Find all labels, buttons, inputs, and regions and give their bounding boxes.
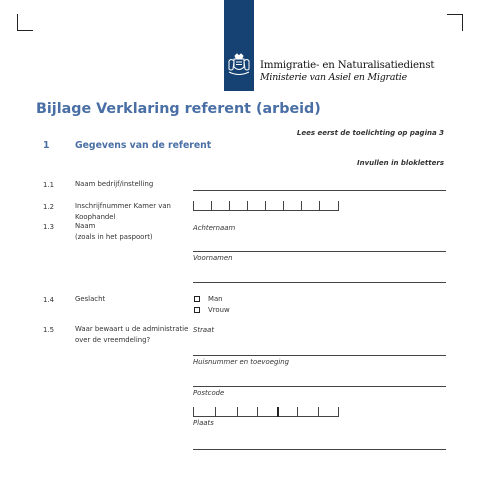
house-number-input[interactable] xyxy=(193,386,446,387)
checkbox-man[interactable] xyxy=(194,296,200,302)
document-title: Bijlage Verklaring referent (arbeid) xyxy=(36,101,321,117)
first-names-caption: Voornamen xyxy=(193,254,233,262)
logo-bar xyxy=(224,0,254,91)
organization-line-2: Ministerie van Asiel en Migratie xyxy=(260,72,407,83)
field-number-1-1: 1.1 xyxy=(43,181,54,189)
chamber-of-commerce-label-line-2: Koophandel xyxy=(75,213,116,221)
city-input[interactable] xyxy=(193,449,446,450)
gender-label: Geslacht xyxy=(75,295,106,303)
chamber-of-commerce-label xyxy=(75,201,171,223)
administration-location-label xyxy=(75,324,188,346)
postcode-input[interactable] xyxy=(193,407,339,417)
street-caption: Straat xyxy=(193,326,215,334)
chamber-of-commerce-label-line-1: Inschrijfnummer Kamer van xyxy=(75,202,171,210)
name-label-line-2: (zoals in het paspoort) xyxy=(75,233,153,241)
checkbox-vrouw[interactable] xyxy=(194,307,200,313)
name-label-line-1: Naam xyxy=(75,222,96,230)
crop-mark-top-right xyxy=(447,14,463,31)
gender-option-man-label: Man xyxy=(208,295,223,303)
crop-mark-top-left xyxy=(17,14,33,31)
gender-option-vrouw[interactable] xyxy=(194,306,230,314)
administration-location-label-line-2: over de vreemdeling? xyxy=(75,336,151,344)
gender-option-vrouw-label: Vrouw xyxy=(208,306,230,314)
administration-location-label-line-1: Waar bewaart u de administratie xyxy=(75,325,189,333)
field-number-1-2: 1.2 xyxy=(43,203,54,211)
organization-line-1: Immigratie- en Naturalisatiedienst xyxy=(260,60,435,71)
postcode-caption: Postcode xyxy=(193,389,225,397)
name-label xyxy=(75,221,153,243)
field-number-1-4: 1.4 xyxy=(43,296,54,304)
company-name-label: Naam bedrijf/instelling xyxy=(75,180,154,188)
surname-input[interactable] xyxy=(193,251,446,252)
block-letters-note: Invullen in blokletters xyxy=(356,159,444,167)
city-caption: Plaats xyxy=(193,419,214,427)
coat-of-arms-icon xyxy=(226,52,252,80)
organization-name xyxy=(260,59,434,84)
field-number-1-5: 1.5 xyxy=(43,326,54,334)
street-input[interactable] xyxy=(193,355,446,356)
company-name-input[interactable] xyxy=(193,190,446,191)
gender-option-man[interactable] xyxy=(194,295,223,303)
house-number-caption: Huisnummer en toevoeging xyxy=(193,358,289,366)
section-title: Gegevens van de referent xyxy=(75,140,212,151)
surname-caption: Achternaam xyxy=(193,224,236,232)
section-number: 1 xyxy=(43,140,50,151)
field-number-1-3: 1.3 xyxy=(43,223,54,231)
read-first-note: Lees eerst de toelichting op pagina 3 xyxy=(296,129,444,137)
first-names-input[interactable] xyxy=(193,282,446,283)
chamber-of-commerce-number-input[interactable] xyxy=(193,201,339,211)
